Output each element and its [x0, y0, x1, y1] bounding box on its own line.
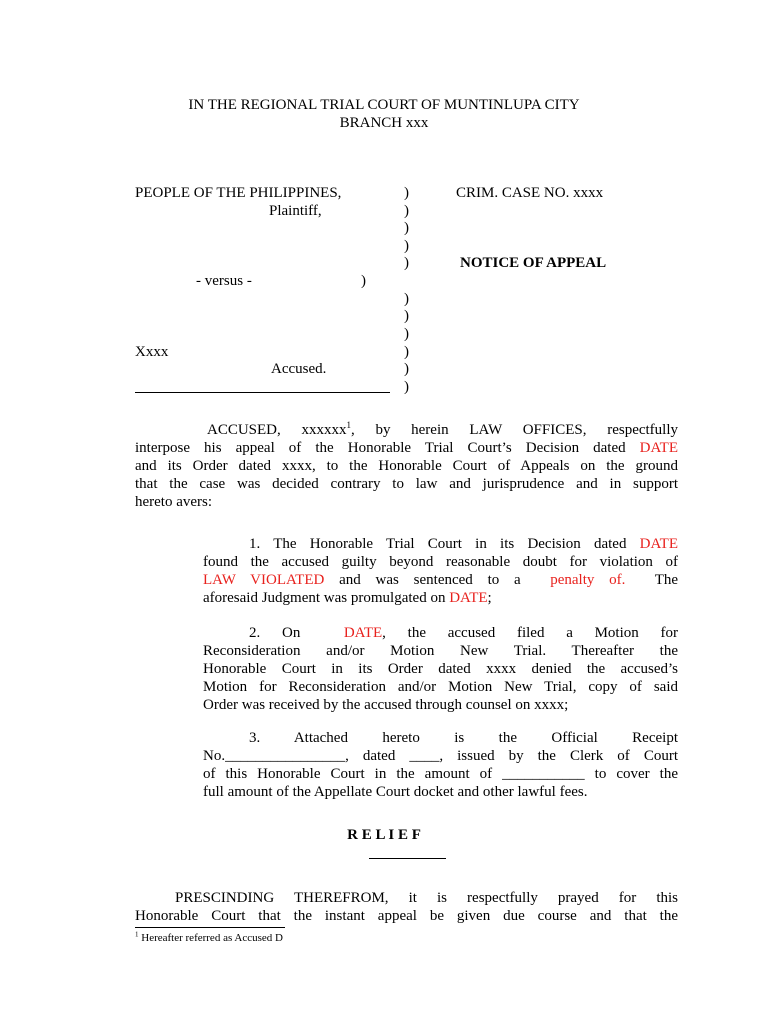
footnote-marker: 1	[346, 420, 351, 430]
caption-paren: )	[404, 308, 409, 324]
caption-paren: )	[404, 255, 409, 271]
versus-label: - versus -	[196, 273, 252, 289]
item-1: 1. The Honorable Trial Court in its Decision dated DATE found the accused guilty beyond reasonable doubt for violation of LAW VIOLATED and was sentenced to a penalty of. The aforesaid Judgment was promulgated on DATE;	[203, 536, 679, 606]
caption-paren: )	[404, 379, 409, 395]
caption-paren: )	[404, 238, 409, 254]
document-title: NOTICE OF APPEAL	[460, 255, 607, 271]
court-heading: IN THE REGIONAL TRIAL COURT OF MUNTINLUPA CITY	[188, 97, 580, 113]
accused-role: Accused.	[271, 361, 327, 377]
caption-paren: )	[404, 326, 409, 342]
item-3: 3. Attached hereto is the Official Receipt No.________________, dated ____, issued by the Clerk of Court of this Honorable Court in the amount of ___________ to cover the full amount of the Appellate Court docket and other lawful fees.	[203, 730, 678, 800]
caption-underline	[135, 392, 390, 393]
caption-paren: )	[404, 361, 409, 377]
caption-paren: )	[404, 203, 409, 219]
footnote-separator	[135, 927, 285, 928]
versus-paren: )	[361, 273, 366, 289]
item-2: 2. On DATE, the accused filed a Motion for Reconsideration and/or Motion New Trial. Thereafter the Honorable Court in its Order dated xxxx denied the accused’s Motion for Reconsideration and/or Motion New Trial, copy of said Order was received by the accused through counsel on xxxx;	[203, 625, 679, 713]
plaintiff-role: Plaintiff,	[269, 203, 322, 219]
caption-paren: )	[404, 291, 409, 307]
relief-paragraph: PRESCINDING THEREFROM, it is respectfully prayed for this Honorable Court that the instant appeal be given due course and that the	[135, 890, 678, 924]
relief-heading: R E L I E F	[347, 827, 421, 843]
caption-paren: )	[404, 185, 409, 201]
caption-paren: )	[404, 220, 409, 236]
footnote: $^1$ Hereafter referred as Accused D	[135, 930, 283, 944]
plaintiff-name: PEOPLE OF THE PHILIPPINES,	[135, 185, 342, 201]
relief-underline	[369, 858, 446, 859]
intro-paragraph: ACCUSED, xxxxxx$^1$, by herein LAW OFFICES, respectfully interpose his appeal of the Honorable Trial Court’s Decision dated DATE and its Order dated xxxx, to the Honorable Court of Appeals on the ground that the case was decided contrary to law and jurisprudence and in support hereto avers:	[135, 420, 679, 510]
accused-name: Xxxx	[135, 344, 169, 360]
court-branch: BRANCH xxx	[339, 115, 429, 131]
caption-paren: )	[404, 344, 409, 360]
case-number: CRIM. CASE NO. xxxx	[456, 185, 604, 201]
